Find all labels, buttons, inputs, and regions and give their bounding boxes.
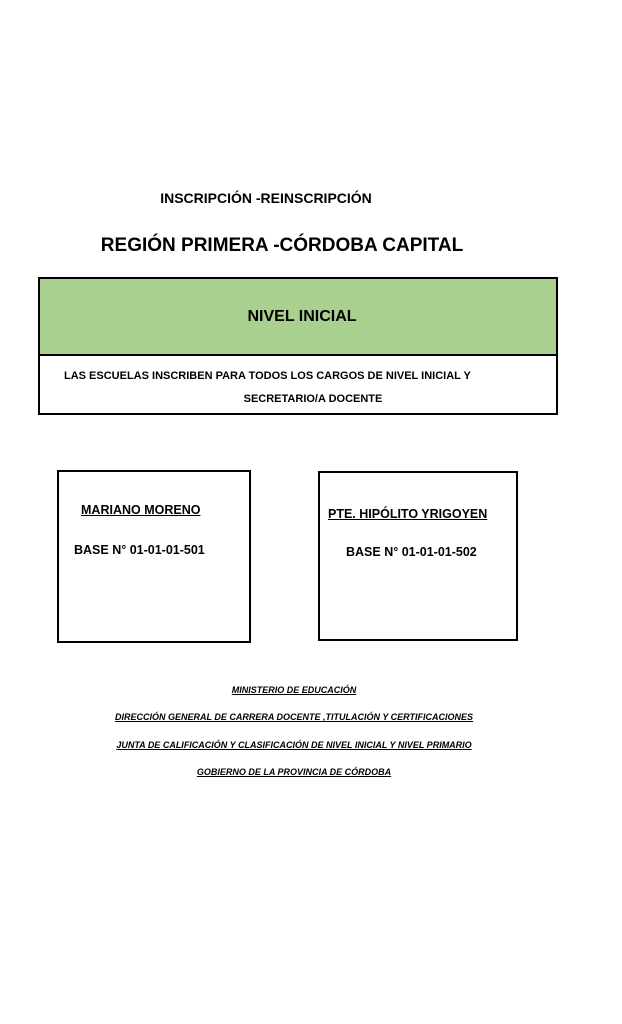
school-base: BASE N° 01-01-01-501	[74, 543, 205, 557]
school-card-mariano-moreno	[57, 470, 251, 643]
footer-direccion: DIRECCIÓN GENERAL DE CARRERA DOCENTE ,TITULACIÓN Y CERTIFICACIONES	[114, 712, 474, 722]
school-name: PTE. HIPÓLITO YRIGOYEN	[328, 507, 488, 521]
nivel-box	[38, 277, 558, 415]
school-name: MARIANO MORENO	[81, 503, 201, 517]
nivel-header	[40, 279, 556, 356]
school-base: BASE N° 01-01-01-502	[346, 545, 477, 559]
school-card-hipolito-yrigoyen	[318, 471, 518, 641]
region-title: REGIÓN PRIMERA -CÓRDOBA CAPITAL	[100, 235, 464, 256]
page-title: INSCRIPCIÓN -REINSCRIPCIÓN	[160, 190, 372, 206]
nivel-label: NIVEL INICIAL	[247, 308, 357, 325]
nivel-description-line1: LAS ESCUELAS INSCRIBEN PARA TODOS LOS CARGOS DE NIVEL INICIAL Y	[64, 370, 471, 382]
footer-ministerio: MINISTERIO DE EDUCACIÓN	[231, 685, 357, 695]
footer-junta: JUNTA DE CALIFICACIÓN Y CLASIFICACIÓN DE NIVEL INICIAL Y NIVEL PRIMARIO	[116, 740, 472, 750]
footer-gobierno: GOBIERNO DE LA PROVINCIA DE CÓRDOBA	[196, 767, 392, 777]
nivel-description-line2: SECRETARIO/A DOCENTE	[243, 393, 383, 405]
